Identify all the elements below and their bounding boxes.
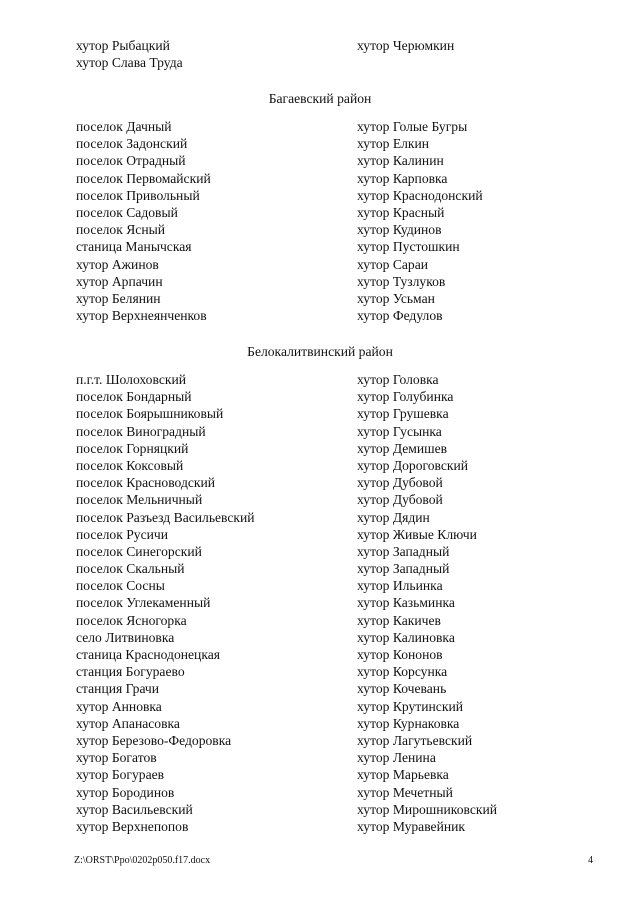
locality-item: хутор Богатов bbox=[76, 750, 157, 766]
locality-item: хутор Федулов bbox=[357, 308, 443, 324]
locality-item: хутор Крутинский bbox=[357, 698, 463, 714]
locality-item: поселок Красноводский bbox=[76, 475, 216, 491]
locality-item: хутор Березово-Федоровка bbox=[76, 732, 232, 748]
locality-item: поселок Виноградный bbox=[76, 423, 206, 439]
locality-item: поселок Ясногорка bbox=[76, 612, 187, 628]
locality-item: поселок Дачный bbox=[76, 119, 172, 134]
locality-item: село Литвиновка bbox=[76, 629, 175, 645]
locality-item: поселок Отрадный bbox=[76, 153, 186, 169]
locality-item: поселок Задонский bbox=[76, 136, 188, 152]
locality-item: хутор Мечетный bbox=[357, 784, 453, 800]
locality-item: станица Манычская bbox=[76, 239, 192, 255]
locality-item: хутор Апанасовка bbox=[76, 715, 180, 731]
locality-item: хутор Ильинка bbox=[357, 578, 443, 594]
top-right-column bbox=[357, 37, 454, 54]
locality-item: хутор Пустошкин bbox=[357, 239, 460, 255]
top-left-column bbox=[76, 37, 183, 71]
locality-item: хутор Краснодонский bbox=[357, 187, 483, 203]
locality-item: п.г.т. Шолоховский bbox=[76, 372, 187, 387]
locality-item: хутор Западный bbox=[357, 543, 450, 559]
locality-item: хутор Голубинка bbox=[357, 389, 454, 405]
locality-item: хутор Кононов bbox=[357, 647, 443, 662]
locality-item: хутор Головка bbox=[357, 372, 439, 387]
page-number: 4 bbox=[588, 855, 593, 866]
locality-item: хутор Слава Труда bbox=[76, 55, 183, 71]
locality-item: хутор Дубовой bbox=[357, 475, 443, 491]
locality-item: поселок Разъезд Васильевский bbox=[76, 509, 255, 525]
locality-item: хутор Усьман bbox=[357, 290, 435, 306]
locality-item: хутор Живые Ключи bbox=[357, 526, 477, 542]
locality-item: хутор Кочевань bbox=[357, 681, 447, 697]
locality-item: хутор Калиновка bbox=[357, 629, 455, 645]
locality-item: поселок Скальный bbox=[76, 561, 185, 577]
locality-item: поселок Боярышниковый bbox=[76, 406, 224, 422]
bagaevsky-left-column bbox=[76, 118, 211, 324]
locality-item: поселок Горняцкий bbox=[76, 440, 189, 456]
belokalitvinsky-heading: Белокалитвинский район bbox=[247, 344, 393, 359]
locality-item: станция Грачи bbox=[76, 681, 160, 697]
locality-item: хутор Васильевский bbox=[76, 801, 193, 817]
locality-item: хутор Марьевка bbox=[357, 767, 449, 783]
locality-item: хутор Кудинов bbox=[357, 222, 442, 238]
locality-item: поселок Мельничный bbox=[76, 492, 203, 508]
locality-item: хутор Богураев bbox=[76, 767, 165, 783]
locality-item: хутор Курнаковка bbox=[357, 715, 460, 731]
locality-item: поселок Сосны bbox=[76, 578, 165, 594]
bagaevsky-heading: Багаевский район bbox=[268, 91, 372, 106]
locality-item: хутор Казьминка bbox=[357, 595, 455, 611]
locality-item: хутор Бородинов bbox=[76, 784, 175, 800]
locality-item: хутор Дубовой bbox=[357, 492, 443, 508]
locality-item: хутор Западный bbox=[357, 561, 450, 577]
locality-item: поселок Привольный bbox=[76, 187, 200, 203]
locality-item: хутор Елкин bbox=[357, 136, 430, 152]
locality-item: хутор Муравейник bbox=[357, 818, 466, 834]
locality-item: хутор Верхнепопов bbox=[76, 818, 189, 834]
locality-item: хутор Сараи bbox=[357, 256, 429, 272]
locality-item: поселок Русичи bbox=[76, 526, 169, 542]
locality-item: поселок Первомайский bbox=[76, 170, 211, 186]
locality-item: хутор Белянин bbox=[76, 290, 161, 306]
locality-item: поселок Синегорский bbox=[76, 543, 202, 559]
locality-item: хутор Карповка bbox=[357, 170, 448, 186]
belokalitvinsky-left-column bbox=[76, 371, 255, 835]
locality-item: хутор Корсунка bbox=[357, 664, 448, 680]
locality-item: хутор Дороговский bbox=[357, 457, 469, 473]
locality-item: хутор Ленина bbox=[357, 750, 436, 766]
locality-item: поселок Садовый bbox=[76, 204, 178, 220]
locality-item: хутор Верхнеянченков bbox=[76, 308, 207, 324]
locality-item: хутор Какичев bbox=[357, 612, 441, 628]
locality-item: хутор Ажинов bbox=[76, 256, 159, 272]
locality-item: хутор Тузлуков bbox=[357, 273, 446, 289]
bagaevsky-right-column bbox=[357, 118, 483, 324]
locality-item: поселок Углекаменный bbox=[76, 595, 211, 611]
locality-item: хутор Гусынка bbox=[357, 423, 442, 439]
locality-item: хутор Демишев bbox=[357, 440, 448, 456]
locality-item: станция Богураево bbox=[76, 664, 185, 680]
locality-item: хутор Мирошниковский bbox=[357, 801, 498, 817]
locality-item: поселок Коксовый bbox=[76, 457, 184, 473]
locality-item: поселок Ясный bbox=[76, 222, 166, 238]
locality-item: хутор Калинин bbox=[357, 153, 444, 169]
locality-item: хутор Дядин bbox=[357, 509, 430, 525]
locality-item: хутор Арпачин bbox=[76, 273, 163, 289]
locality-item: хутор Черюмкин bbox=[357, 38, 455, 53]
locality-item: хутор Лагутьевский bbox=[357, 732, 473, 748]
belokalitvinsky-right-column bbox=[357, 371, 497, 835]
locality-item: поселок Бондарный bbox=[76, 389, 192, 405]
locality-item: хутор Грушевка bbox=[357, 406, 449, 422]
locality-item: станица Краснодонецкая bbox=[76, 647, 221, 662]
locality-item: хутор Анновка bbox=[76, 698, 162, 714]
locality-item: хутор Красный bbox=[357, 204, 445, 220]
locality-item: хутор Голые Бугры bbox=[357, 119, 468, 134]
footer-file-path: Z:\ORST\Ppo\0202p050.f17.docx bbox=[74, 855, 211, 866]
locality-item: хутор Рыбацкий bbox=[76, 38, 170, 53]
